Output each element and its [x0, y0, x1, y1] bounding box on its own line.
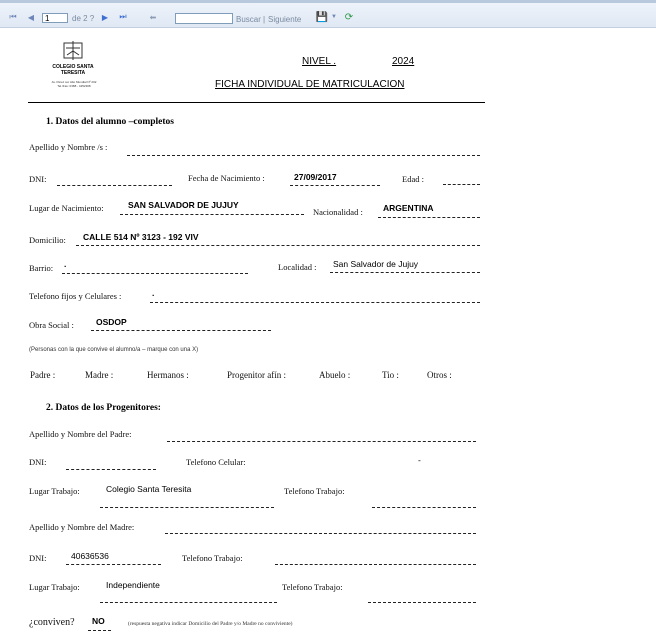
first-page-icon[interactable]: ⏮ — [9, 12, 17, 21]
convive-progenitor-afin[interactable]: Progenitor afín : — [227, 370, 286, 380]
convive-padre[interactable]: Padre : — [30, 370, 56, 380]
section-2-heading: 2. Datos de los Progenitores: — [46, 403, 161, 413]
fecha-field[interactable] — [290, 185, 380, 186]
localidad-field[interactable] — [330, 272, 480, 273]
trabajo-madre-value: Independiente — [106, 580, 160, 590]
fecha-label: Fecha de Nacimiento : — [188, 173, 265, 183]
back-icon[interactable]: ⬅ — [149, 12, 157, 22]
edad-label: Edad : — [402, 174, 424, 184]
export-dropdown-icon[interactable]: ▼ — [331, 14, 337, 20]
report-toolbar — [0, 0, 656, 28]
celular-padre-value: - — [418, 455, 421, 465]
trabajo-madre-label: Lugar Trabajo: — [29, 582, 80, 592]
barrio-label: Barrio: — [29, 263, 54, 273]
apellido-label: Apellido y Nombre /s : — [29, 142, 108, 152]
madre-name-field[interactable] — [165, 533, 476, 534]
dni-madre-field[interactable] — [66, 564, 161, 565]
tel-trabajo-madre2-field[interactable] — [368, 602, 476, 603]
convive-madre[interactable]: Madre : — [85, 370, 114, 380]
nacionalidad-value: ARGENTINA — [383, 203, 434, 213]
school-contact: Av. Pérez sur Alto Mundial Nº 202 Tel./Fax: 0388 - 4252308 — [51, 80, 97, 88]
barrio-value: . — [64, 259, 67, 269]
section-1-heading: 1. Datos del alumno –completos — [46, 117, 174, 127]
header-divider — [28, 102, 485, 103]
conviven-note: (respuesta negativa indicar Domicilio del Padre y/o Madre no conviviente) — [128, 621, 293, 627]
toolbar-separator: | — [263, 15, 266, 24]
page-number-input[interactable]: 1 — [42, 13, 68, 23]
telefono-label: Telefono fijos y Celulares : — [29, 291, 122, 301]
lugar-value: SAN SALVADOR DE JUJUY — [128, 200, 239, 210]
tel-trabajo-madre-label: Telefono Trabajo: — [182, 553, 243, 563]
localidad-label: Localidad : — [278, 262, 317, 272]
school-name: COLEGIO SANTA TERESITA — [52, 64, 94, 76]
celular-padre-label: Telefono Celular: — [186, 457, 246, 467]
convive-otros[interactable]: Otros : — [427, 370, 452, 380]
next-page-icon[interactable]: ▶ — [101, 12, 109, 22]
lugar-field[interactable] — [120, 214, 304, 215]
domicilio-label: Domicilio: — [29, 235, 66, 245]
dni-padre-label: DNI: — [29, 457, 47, 467]
convive-tio[interactable]: Tio : — [382, 370, 399, 380]
trabajo-padre-label: Lugar Trabajo: — [29, 486, 80, 496]
conviven-label: ¿conviven? — [29, 617, 75, 628]
dni-field[interactable] — [57, 185, 172, 186]
school-logo — [60, 40, 86, 62]
previous-page-icon[interactable]: ◀ — [27, 12, 35, 22]
fecha-value: 27/09/2017 — [294, 172, 337, 182]
next-match-link[interactable]: Siguiente — [268, 15, 302, 24]
trabajo-madre-field[interactable] — [100, 602, 277, 603]
lugar-label: Lugar de Nacimiento: — [29, 203, 104, 213]
tel-trabajo-madre2-label: Telefono Trabajo: — [282, 582, 343, 592]
nacionalidad-field[interactable] — [378, 217, 480, 218]
padre-name-field[interactable] — [167, 441, 476, 442]
domicilio-value: CALLE 514 Nº 3123 - 192 VIV — [83, 232, 199, 242]
convive-hermanos[interactable]: Hermanos : — [147, 370, 189, 380]
trabajo-padre-value: Colegio Santa Teresita — [106, 484, 192, 494]
obra-social-field[interactable] — [91, 330, 271, 331]
refresh-icon[interactable]: ⟳ — [344, 11, 354, 23]
domicilio-field[interactable] — [76, 245, 480, 246]
telefono-value: . — [152, 288, 155, 298]
padre-name-label: Apellido y Nombre del Padre: — [29, 429, 132, 439]
conviven-value: NO — [92, 616, 105, 626]
nivel-label: NIVEL . — [302, 56, 337, 67]
convive-note: (Personas con la que convive el alumno/a – marque con una X) — [29, 347, 199, 353]
obra-social-label: Obra Social : — [29, 320, 74, 330]
tel-trabajo-madre-field[interactable] — [275, 564, 476, 565]
tel-trabajo-padre-field[interactable] — [372, 507, 476, 508]
last-page-icon[interactable]: ⏭ — [119, 12, 127, 21]
barrio-field[interactable] — [62, 273, 248, 274]
nacionalidad-label: Nacionalidad : — [313, 207, 363, 217]
page-title: FICHA INDIVIDUAL DE MATRICULACION — [215, 79, 405, 90]
madre-name-label: Apellido y Nombre del Madre: — [29, 522, 135, 532]
search-link[interactable]: Buscar — [236, 15, 261, 24]
trabajo-padre-field[interactable] — [100, 507, 274, 508]
dni-label: DNI: — [29, 174, 47, 184]
dni-madre-label: DNI: — [29, 553, 47, 563]
edad-field[interactable] — [443, 184, 480, 185]
convive-abuelo[interactable]: Abuelo : — [319, 370, 351, 380]
tel-trabajo-padre-label: Telefono Trabajo: — [284, 486, 345, 496]
obra-social-value: OSDOP — [96, 317, 127, 327]
localidad-value: San Salvador de Jujuy — [333, 259, 419, 269]
conviven-field[interactable] — [88, 630, 111, 631]
year: 2024 — [392, 56, 415, 67]
apellido-field[interactable] — [127, 155, 480, 156]
page-count-label: de 2 ? — [72, 14, 95, 23]
telefono-field[interactable] — [150, 302, 480, 303]
dni-madre-value: 40636536 — [71, 551, 109, 561]
dni-padre-field[interactable] — [66, 469, 156, 470]
search-input[interactable] — [175, 13, 233, 24]
export-icon[interactable]: 💾 — [315, 11, 329, 23]
